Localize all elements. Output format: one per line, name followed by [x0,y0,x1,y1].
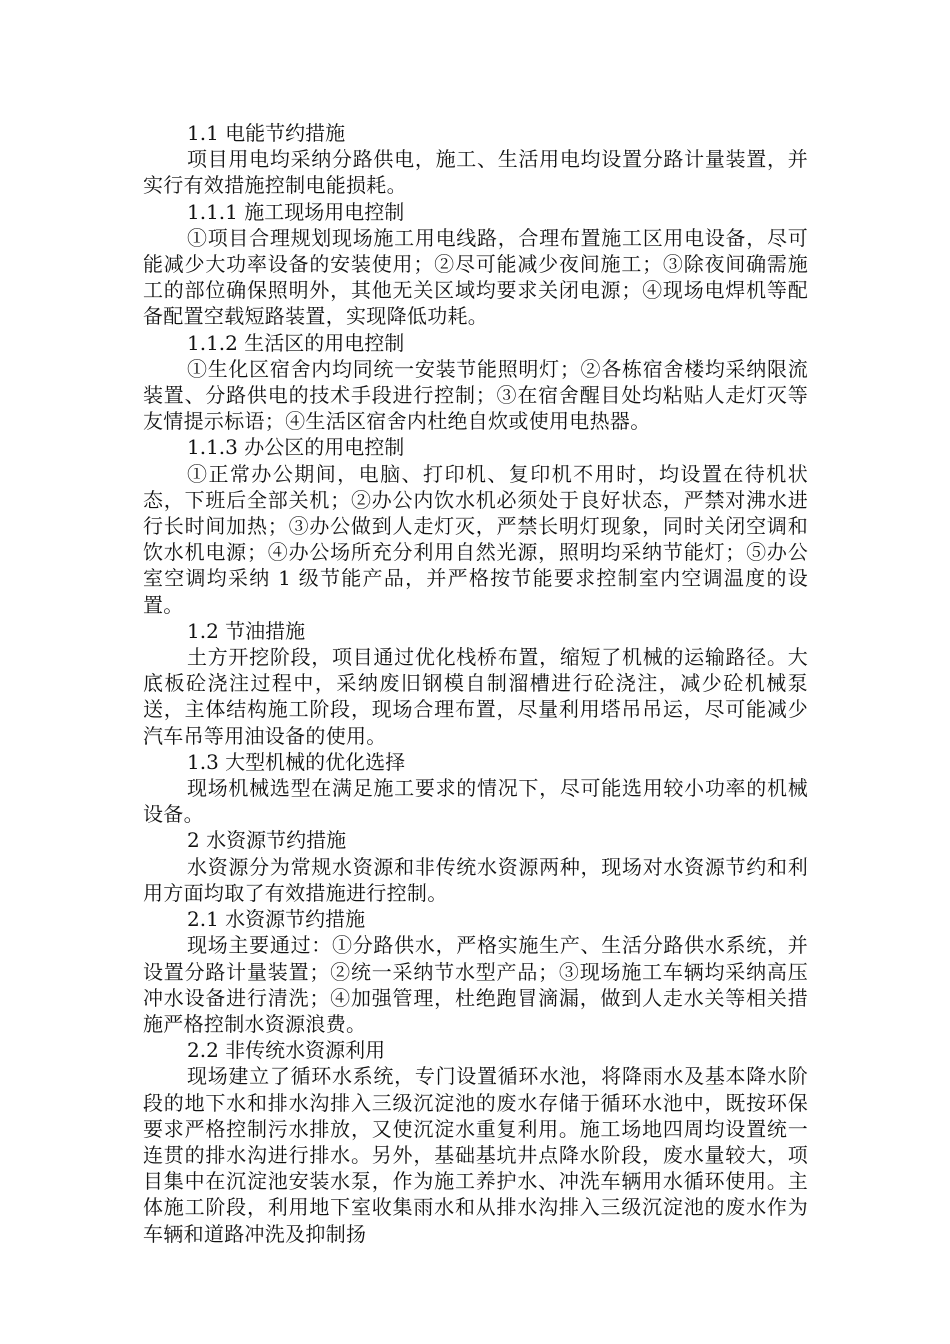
section-heading-1-1: 1.1 电能节约措施 [187,121,346,145]
paragraph: 现场主要通过：①分路供水，严格实施生产、生活分路供水系统，并设置分路计量装置；②统一采纳节水型产品；③现场施工车辆均采纳高压冲水设备进行清洗；④加强管理，杜绝跑冒滴漏，做到人走水关等相关措施严格控制水资源浪费。 [143,933,808,1036]
section-heading-2-1: 2.1 水资源节约措施 [187,907,366,932]
paragraph: 现场建立了循环水系统，专门设置循环水池，将降雨水及基本降水阶段的地下水和排水沟排入三级沉淀池的废水存储于循环水池中，既按环保要求严格控制污水排放，又使沉淀水重复利用。施工场地四周均设置统一连贯的排水沟进行排水。另外，基础基坑井点降水阶段，废水量较大，项目集中在沉淀池安装水泵，作为施工养护水、冲洗车辆用水循环使用。主体施工阶段，利用地下室收集雨水和从排水沟排入三级沉淀池的废水作为车辆和道路冲洗及抑制扬 [143,1064,808,1246]
paragraph: 水资源分为常规水资源和非传统水资源两种，现场对水资源节约和利用方面均取了有效措施进行控制。 [143,854,808,905]
section-heading-1-1-2: 1.1.2 生活区的用电控制 [187,330,405,355]
section-heading-1-1-1: 1.1.1 施工现场用电控制 [187,199,405,224]
paragraph: ①项目合理规划现场施工用电线路，合理布置施工区用电设备，尽可能减少大功率设备的安装使用；②尽可能减少夜间施工；③除夜间确需施工的部位确保照明外，其他无关区域均要求关闭电源；④现场电焊机等配备配置空载短路装置，实现降低功耗。 [143,225,808,329]
document-body [143,120,808,1247]
section-heading-1-3: 1.3 大型机械的优化选择 [187,749,406,774]
paragraph: ①正常办公期间，电脑、打印机、复印机不用时，均设置在待机状态，下班后全部关机；②办公内饮水机必须处于良好状态，严禁对沸水进行长时间加热；③办公做到人走灯灭，严禁长明灯现象，同时关闭空调和饮水机电源；④办公场所充分利用自然光源，照明均采纳节能灯；⑤办公室空调均采纳 1 级节能产品，并严格按节能要求控制室内空调温度的设置。 [143,461,808,617]
paragraph: 土方开挖阶段，项目通过优化栈桥布置，缩短了机械的运输路径。大底板砼浇注过程中，采纳废旧钢模自制溜槽进行砼浇注，减少砼机械泵送，主体结构施工阶段，现场合理布置，尽量利用塔吊吊运，尽可能减少汽车吊等用油设备的使用。 [143,645,808,748]
paragraph: 现场机械选型在满足施工要求的情况下，尽可能选用较小功率的机械设备。 [143,776,808,827]
paragraph: 项目用电均采纳分路供电，施工、生活用电均设置分路计量装置，并实行有效措施控制电能损耗。 [143,147,808,198]
section-heading-2: 2 水资源节约措施 [187,828,347,853]
section-heading-2-2: 2.2 非传统水资源利用 [187,1038,386,1063]
paragraph: ①生化区宿舍内均同统一安装节能照明灯；②各栋宿舍楼均采纳限流装置、分路供电的技术手段进行控制；③在宿舍醒目处均粘贴人走灯灭等友情提示标语；④生活区宿舍内杜绝自炊或使用电热器。 [143,356,808,434]
section-heading-1-2: 1.2 节油措施 [187,618,306,643]
section-heading-1-1-3: 1.1.3 办公区的用电控制 [187,435,405,460]
